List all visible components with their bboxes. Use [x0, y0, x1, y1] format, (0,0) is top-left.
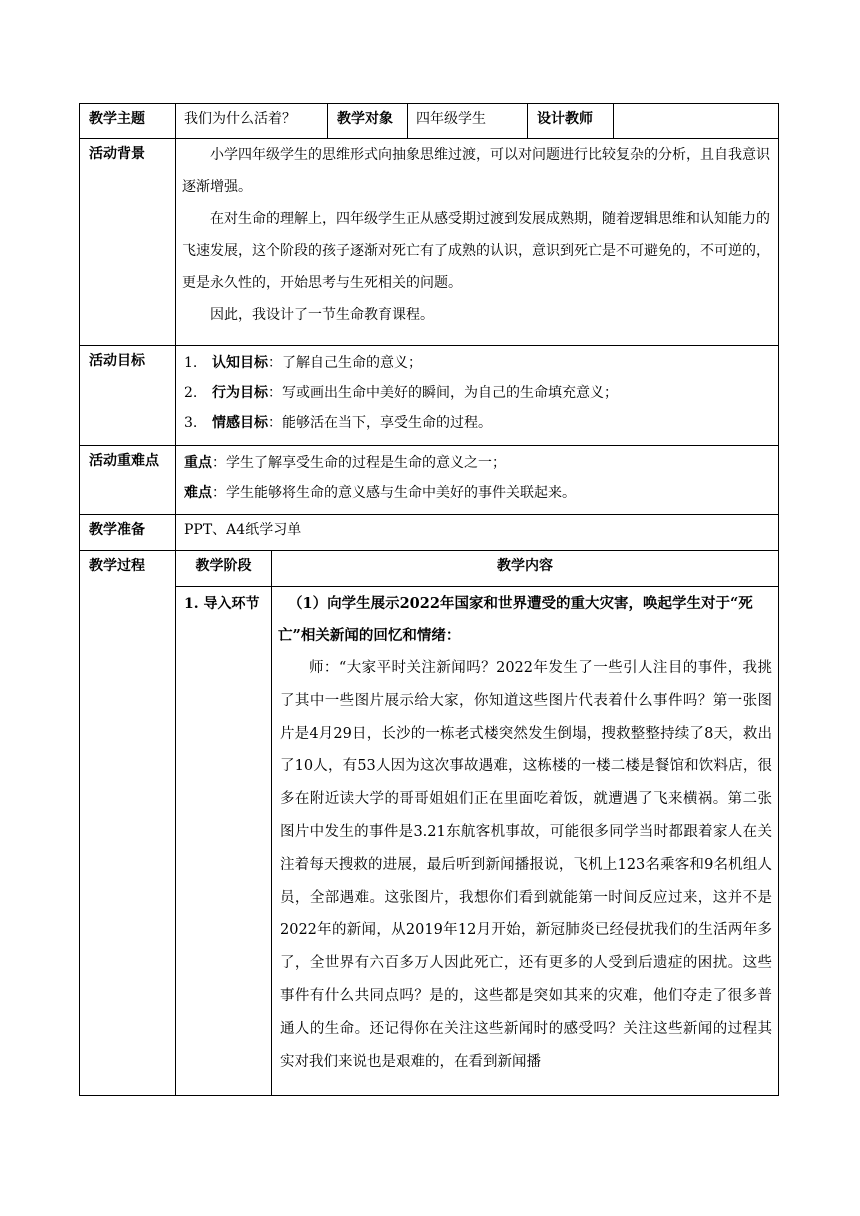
- background-content: [176, 139, 779, 346]
- stage-column-header: 教学阶段: [176, 551, 272, 587]
- goals-row: [80, 346, 779, 446]
- background-row: [80, 139, 779, 346]
- background-label: 活动背景: [80, 139, 176, 346]
- goal-title: 情感目标: [212, 415, 268, 431]
- goal-item: 2. 行为目标：写或画出生命中美好的瞬间，为自己的生命填充意义；: [184, 385, 618, 401]
- goal-text: ：能够活在当下，享受生命的过程。: [268, 415, 492, 431]
- goals-content: [176, 346, 779, 446]
- audience-value: 四年级学生: [408, 104, 528, 139]
- goal-text: ：了解自己生命的意义；: [268, 355, 422, 371]
- designer-label: 设计教师: [528, 104, 614, 139]
- header-row: [80, 104, 779, 139]
- focus-point: 重点：学生了解享受生命的过程是生命的意义之一；: [184, 455, 506, 471]
- designer-value: [614, 104, 779, 139]
- stage-subheading: （1）向学生展示2022年国家和世界遭受的重大灾害，唤起学生对于“死亡”相关新闻的回忆和情绪：: [278, 595, 753, 644]
- background-paragraph: 在对生命的理解上，四年级学生正从感受期过渡到发展成熟期，随着逻辑思维和认知能力的飞速发展，这个阶段的孩子逐渐对死亡有了成熟的认识，意识到死亡是不可避免的，不可逆的，更是永久性的，开始思考与生死相关的问题。: [182, 211, 770, 291]
- key-points-label: 活动重难点: [80, 446, 176, 515]
- stage-name: 1. 导入环节: [176, 587, 272, 1096]
- process-label: 教学过程: [80, 551, 176, 1096]
- stage-content: [272, 587, 779, 1096]
- goal-item: 1. 认知目标：了解自己生命的意义；: [184, 355, 422, 371]
- stage-row: [80, 587, 779, 1096]
- topic-label: 教学主题: [80, 104, 176, 139]
- stage-body-text: 师：“大家平时关注新闻吗？2022年发生了一些引人注目的事件，我挑了其中一些图片展示给大家，你知道这些图片代表着什么事件吗？第一张图片是4月29日，长沙的一栋老式楼突然发生倒塌，搜救整整持续了8天，救出了10人，有53人因为这次事故遇难，这栋楼的一楼二楼是餐馆和饮料店，很多在附近读大学的哥哥姐姐们正在里面吃着饭，就遭遇了飞来横祸。第二张图片中发生的事件是3.21东航客机事故，可能很多同学当时都跟着家人在关注着每天搜救的进展，最后听到新闻播报说，飞机上123名乘客和9名机组人员，全部遇难。这张图片，我想你们看到就能第一时间反应过来，这并不是2022年的新闻，从2019年12月开始，新冠肺炎已经侵扰我们的生活两年多了，全世界有六百多万人因此死亡，还有更多的人受到后遗症的困扰。这些事件有什么共同点吗？是的，这些都是突如其来的灾难，他们夺走了很多普通人的生命。还记得你在关注这些新闻时的感受吗？关注这些新闻的过程其实对我们来说也是艰难的，在看到新闻播: [280, 660, 772, 1070]
- goals-label: 活动目标: [80, 346, 176, 446]
- background-paragraph: 因此，我设计了一节生命教育课程。: [210, 307, 434, 323]
- key-points-content: [176, 446, 779, 515]
- goal-item: 3. 情感目标：能够活在当下，享受生命的过程。: [184, 415, 492, 431]
- difficulty-point: 难点：学生能够将生命的意义感与生命中美好的事件关联起来。: [184, 485, 576, 501]
- lesson-plan-table: [79, 103, 779, 1096]
- topic-value: 我们为什么活着？: [176, 104, 328, 139]
- audience-label: 教学对象: [328, 104, 408, 139]
- process-header-row: [80, 551, 779, 587]
- background-paragraph: 小学四年级学生的思维形式向抽象思维过渡，可以对问题进行比较复杂的分析，且自我意识逐渐增强。: [182, 147, 770, 195]
- key-points-row: [80, 446, 779, 515]
- content-column-header: 教学内容: [272, 551, 779, 587]
- goal-title: 认知目标: [212, 355, 268, 371]
- goal-title: 行为目标: [212, 385, 268, 401]
- prep-row: [80, 515, 779, 551]
- prep-value: PPT、A4纸学习单: [176, 515, 779, 551]
- prep-label: 教学准备: [80, 515, 176, 551]
- goal-text: ：写或画出生命中美好的瞬间，为自己的生命填充意义；: [268, 385, 618, 401]
